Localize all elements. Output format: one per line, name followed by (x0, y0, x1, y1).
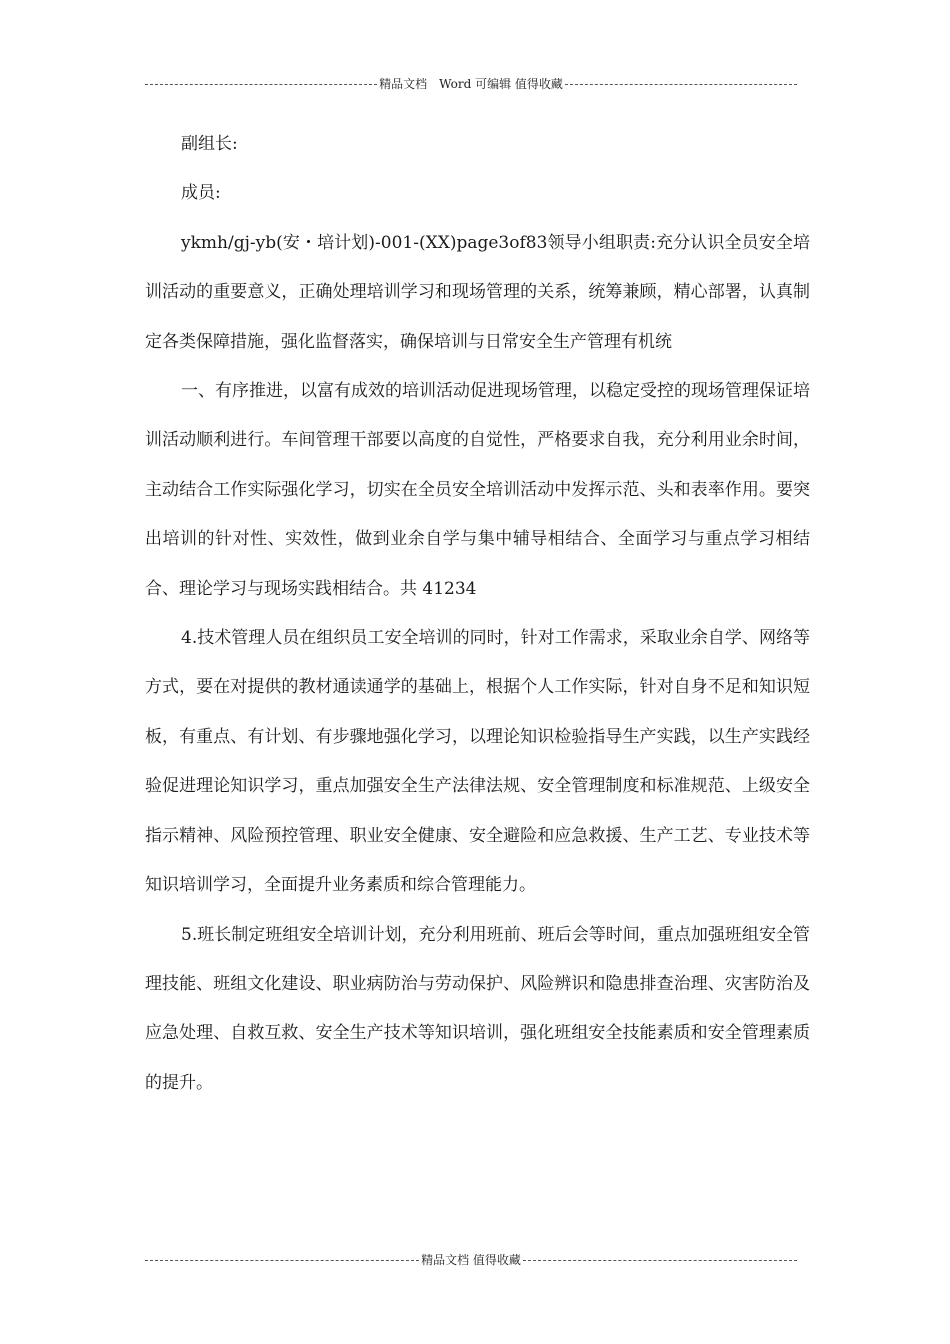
footer-dash-right (523, 1260, 797, 1261)
paragraph-item-4: 4.技术管理人员在组织员工安全培训的同时，针对工作需求，采取业余自学、网络等方式，要在对提供的教材通读通学的基础上，根据个人工作实际，针对自身不足和知识短板，有重点、有计划、有步骤地强化学习，以理论知识检验指导生产实践，以生产实践经验促进理论知识学习，重点加强安全生产法律法规、安全管理制度和标准规范、上级安全指示精神、风险预控管理、职业安全健康、安全避险和应急救援、生产工艺、专业技术等知识培训学习，全面提升业务素质和综合管理能力。 (145, 628, 810, 896)
header-dash-left (145, 84, 377, 85)
document-body (145, 120, 810, 1108)
page-header (145, 75, 797, 92)
header-text: 精品文档 Word 可编辑 值得收藏 (379, 77, 563, 91)
paragraph-members: 成员: (181, 183, 221, 204)
footer-text: 精品文档 值得收藏 (421, 1253, 521, 1267)
footer-dash-left (145, 1260, 419, 1261)
paragraph-item-5: 5.班长制定班组安全培训计划，充分利用班前、班后会等时间，重点加强班组安全管理技能、班组文化建设、职业病防治与劳动保护、风险辨识和隐患排查治理、灾害防治及应急处理、自救互救、安全生产技术等知识培训，强化班组安全技能素质和安全管理素质的提升。 (145, 924, 810, 1093)
paragraph-deputy-leader: 副组长: (181, 134, 238, 154)
paragraph-section-one: 一、有序推进，以富有成效的培训活动促进现场管理，以稳定受控的现场管理保证培训活动顺利进行。车间管理干部要以高度的自觉性，严格要求自我，充分利用业余时间，主动结合工作实际强化学习，切实在全员安全培训活动中发挥示范、头和表率作用。要突出培训的针对性、实效性，做到业余自学与集中辅导相结合、全面学习与重点学习相结合、理论学习与现场实践相结合。共 41234 (145, 381, 810, 599)
header-dash-right (565, 84, 797, 85)
page-footer (145, 1251, 797, 1268)
paragraph-leadership-duties: ykmh/gj-yb(安・培计划)-001-(XX)page3of83领导小组职责:充分认识全员安全培训活动的重要意义，正确处理培训学习和现场管理的关系，统筹兼顾，精心部署，认真制定各类保障措施，强化监督落实，确保培训与日常安全生产管理有机统 (145, 232, 810, 352)
